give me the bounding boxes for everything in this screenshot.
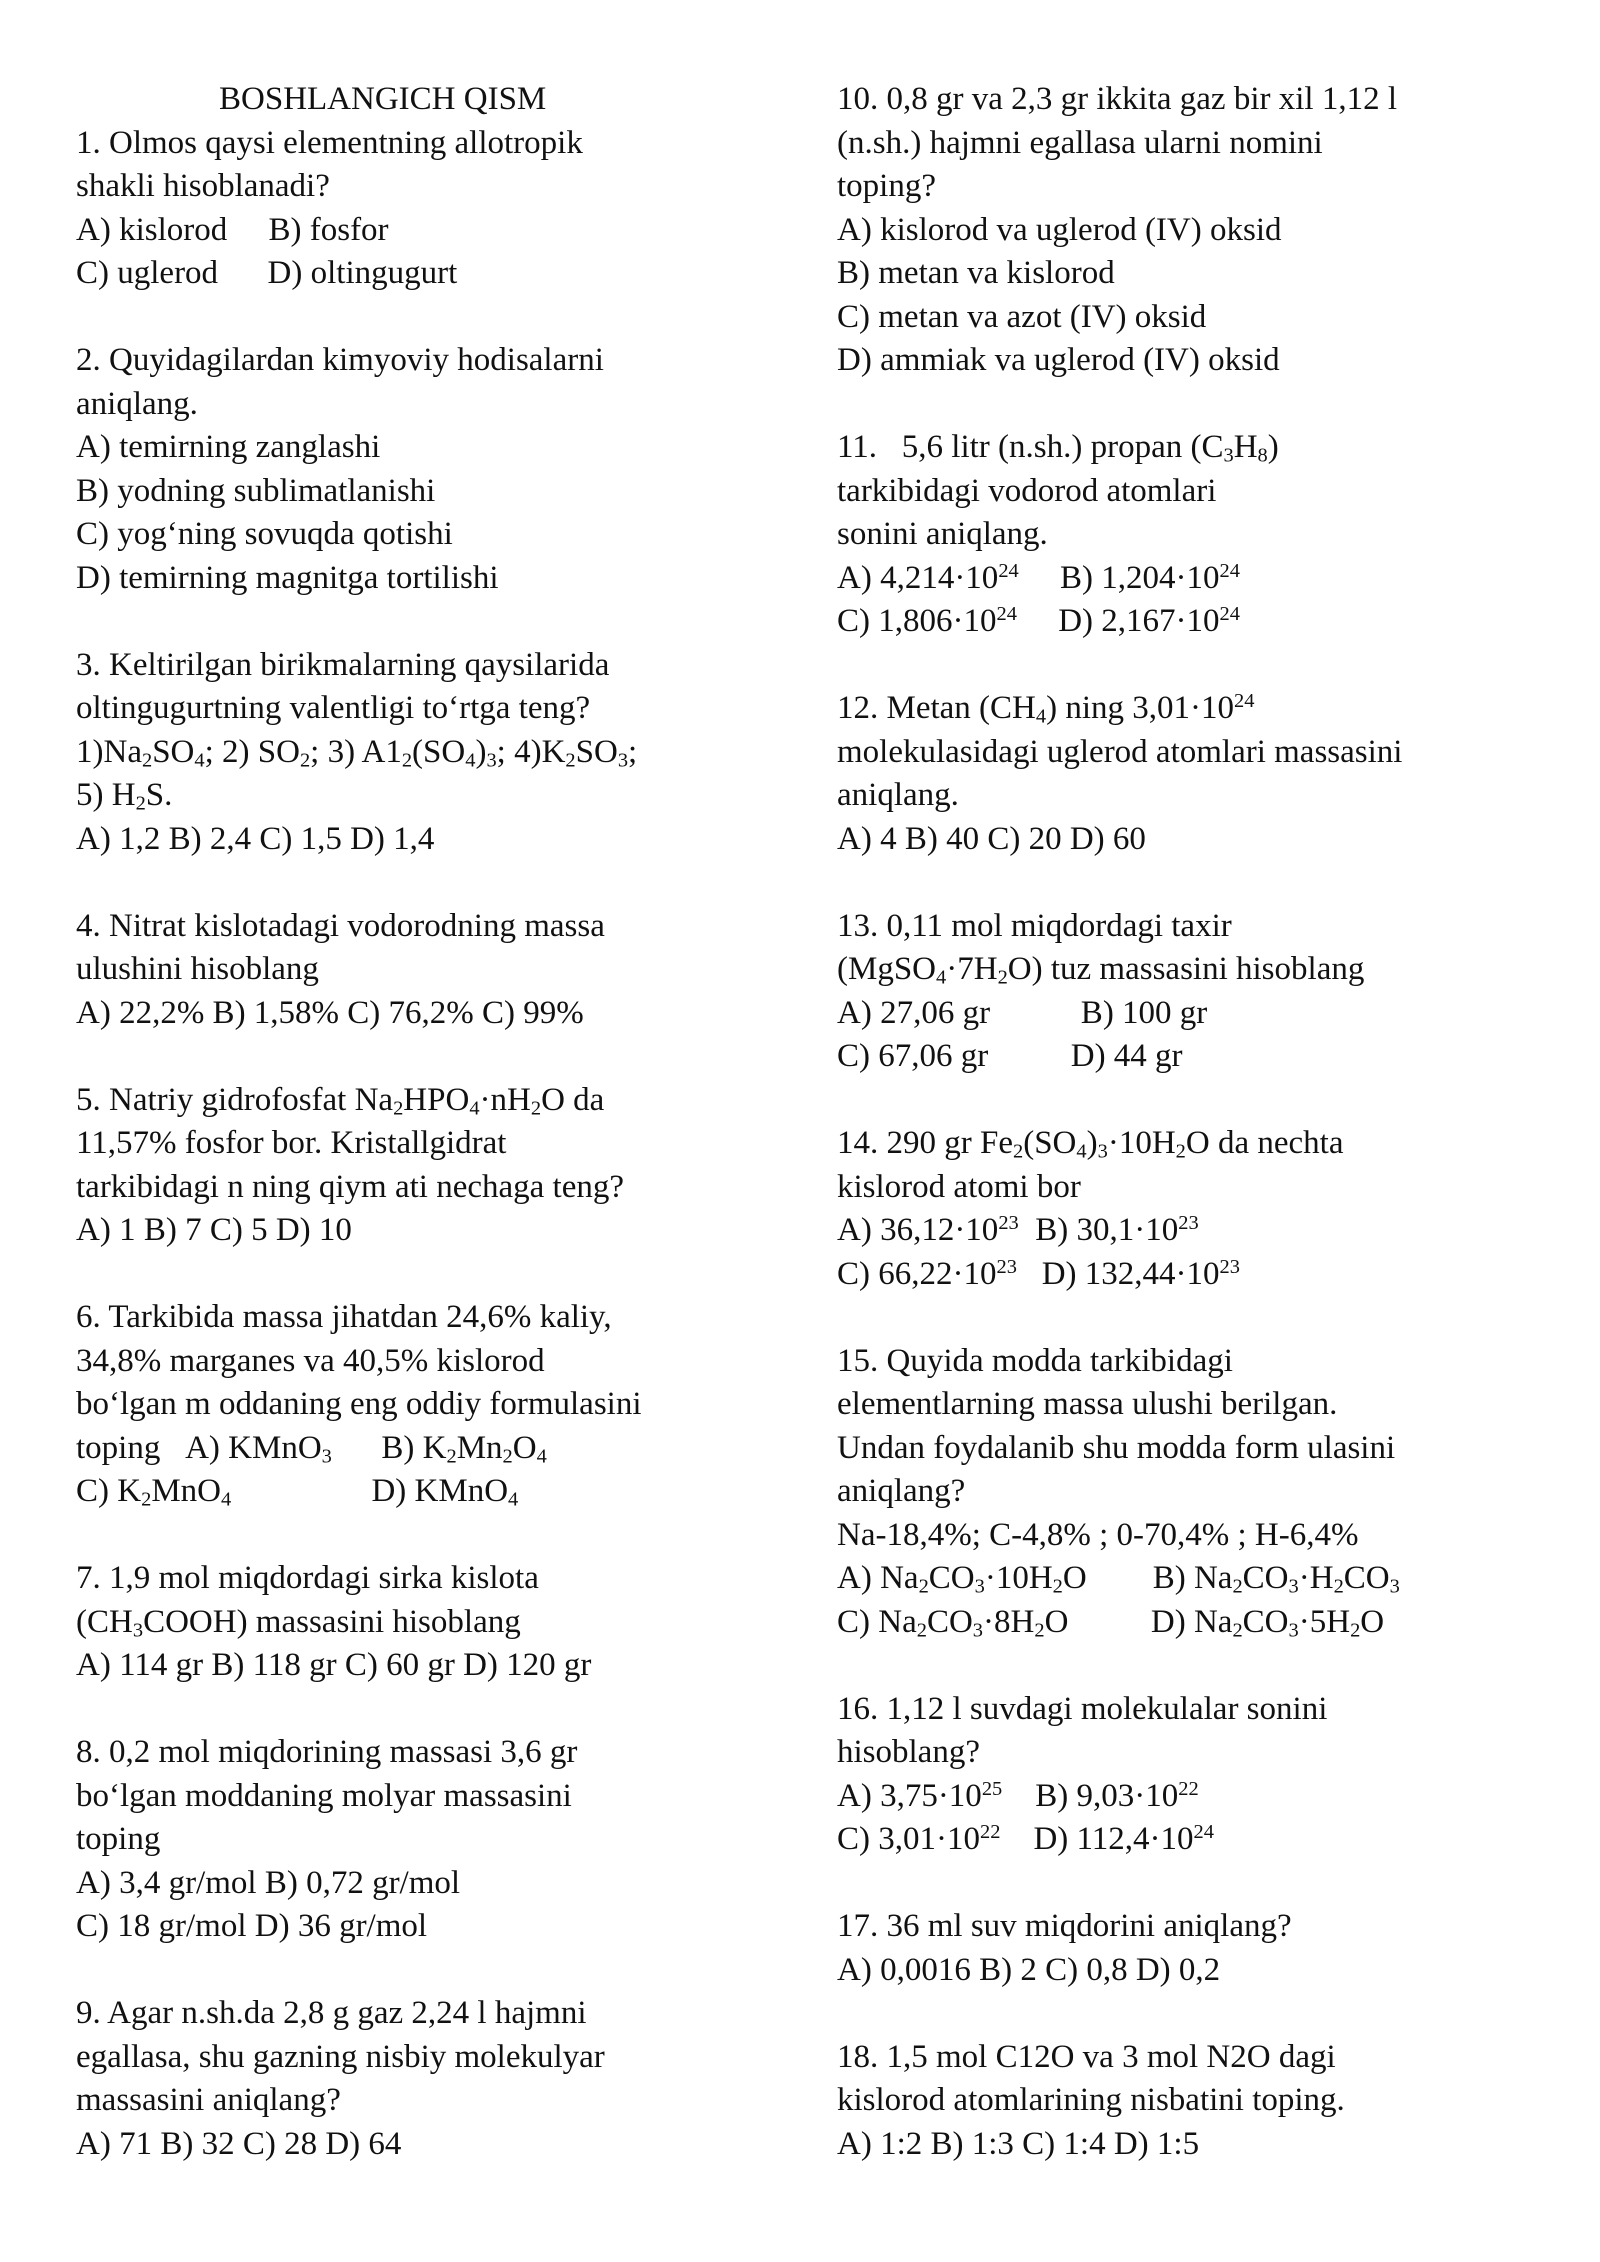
question-line: A) $3,75\cdot 10^{25}$ B) $9,03\cdot 10^{22}$ (837, 1777, 1199, 1814)
question-line: C) $3,01\cdot 10^{22}$ D) $112,4\cdot 10^{24}$ (837, 1820, 1214, 1857)
question-gap (837, 1079, 1537, 1123)
question-line: A) $Na_2CO_3\cdot 10H_2O$ B) $Na_2CO_3\cdot H_2CO_3$ (837, 1560, 1400, 1598)
question-gap (837, 383, 1537, 427)
question-gap (837, 644, 1537, 688)
question-line: A) $36,12\cdot 10^{23}$ B) $30,1\cdot 10^{23}$ (837, 1211, 1199, 1248)
question-gap (837, 1296, 1537, 1340)
question-text: 18. 1,5 mol C12O va 3 mol N2O dagi (837, 2038, 1336, 2075)
question-line: C) yog‘ning sovuqda qotishi (76, 516, 453, 552)
question-block (837, 1905, 1537, 1992)
question-line: $(CH_3COOH)$ massasini hisoblang (76, 1603, 521, 1641)
question-text: 16. 1,12 l suvdagi molekulalar sonini (837, 1690, 1328, 1727)
question-line: toping (76, 1821, 161, 1857)
question-gap (76, 1253, 776, 1297)
question-gap (76, 296, 776, 340)
question-block (76, 339, 776, 600)
question-line: C) uglerod D) oltingugurt (76, 255, 458, 291)
question-line: C) 67,06 gr D) 44 gr (837, 1038, 1183, 1074)
question-text: 11. 5,6 litr (n.sh.) propan $(C_3H_8)$ (837, 429, 1279, 467)
question-gap (837, 1992, 1537, 2036)
question-text: 2. Quyidagilardan kimyoviy hodisalarni (76, 342, 604, 378)
question-gap (76, 1949, 776, 1993)
question-line: toping A) KMnO$_3$ B) $K_2Mn_2O_4$ (76, 1429, 547, 1467)
question-text: 5. Natriy gidrofosfat $Na_2HPO_4\cdot nH_2O$ da (76, 1081, 605, 1119)
question-block (76, 1731, 776, 1949)
question-block (76, 905, 776, 1036)
question-block (837, 1340, 1537, 1645)
question-block (837, 426, 1537, 644)
question-gap (76, 1688, 776, 1732)
question-line: C) metan va azot (IV) oksid (837, 298, 1207, 335)
question-line: 11,57% fosfor bor. Kristallgidrat (76, 1125, 507, 1161)
question-line: kislorod atomlarining nisbatini toping. (837, 2082, 1345, 2118)
question-line: A) kislorod B) fosfor (76, 211, 389, 248)
question-text: 8. 0,2 mol miqdorining massasi 3,6 gr (76, 1734, 578, 1770)
question-text: 4. Nitrat kislotadagi vodorodning massa (76, 907, 605, 944)
right-column (837, 78, 1537, 2166)
question-line: sonini aniqlang. (837, 516, 1048, 552)
question-line: massasini aniqlang? (76, 2082, 341, 2118)
question-text: 15. Quyida modda tarkibidagi (837, 1342, 1233, 1379)
question-text: 12. Metan $(CH_4)$ ning $3,01\cdot 10^{24}$ (837, 689, 1255, 728)
question-line: shakli hisoblanadi? (76, 168, 330, 204)
question-line: A) 4 B) 40 C) 20 D) 60 (837, 820, 1146, 857)
question-block (837, 687, 1537, 861)
question-line: egallasa, shu gazning nisbiy molekulyar (76, 2038, 605, 2075)
question-line: A) 71 B) 32 C) 28 D) 64 (76, 2125, 402, 2162)
question-block (76, 1992, 776, 2166)
question-line: A) temirning zanglashi (76, 429, 381, 465)
question-line: A) 1 B) 7 C) 5 D) 10 (76, 1212, 352, 1248)
question-text: 6. Tarkibida massa jihatdan 24,6% kaliy, (76, 1299, 612, 1335)
question-text: 3. Keltirilgan birikmalarning qaysilarida (76, 646, 610, 683)
question-line: tarkibidagi n ning qiym ati nechaga teng? (76, 1168, 624, 1205)
question-text: 9. Agar n.sh.da 2,8 g gaz 2,24 l hajmni (76, 1995, 587, 2031)
question-line: A) 3,4 gr/mol B) 0,72 gr/mol (76, 1864, 461, 1901)
question-line: aniqlang? (837, 1473, 966, 1509)
question-block (837, 2036, 1537, 2167)
question-text: 1. Olmos qaysi elementning allotropik (76, 124, 583, 161)
question-line: ulushini hisoblang (76, 951, 319, 987)
page-heading: BOSHLANGICH QISM (219, 81, 547, 117)
question-line: Na-18,4%; C-4,8% ; 0-70,4% ; H-6,4% (837, 1516, 1359, 1553)
question-line: A) 1:2 B) 1:3 C) 1:4 D) 1:5 (837, 2125, 1200, 2162)
question-line: aniqlang. (837, 777, 959, 813)
question-line: oltingugurtning valentligi to‘rtga teng? (76, 690, 591, 726)
question-line: C) 18 gr/mol D) 36 gr/mol (76, 1908, 428, 1944)
question-line: kislorod atomi bor (837, 1168, 1081, 1205)
question-line: (n.sh.) hajmni egallasa ularni nomini (837, 124, 1323, 161)
question-line: molekulasidagi uglerod atomlari massasini (837, 733, 1403, 770)
question-block (837, 78, 1537, 383)
question-block (76, 644, 776, 862)
question-gap (837, 1862, 1537, 1906)
question-line: toping? (837, 168, 936, 204)
question-text: 17. 36 ml suv miqdorini aniqlang? (837, 1908, 1292, 1944)
left-column (76, 78, 776, 2166)
question-block (837, 1122, 1537, 1296)
question-line: C) $K_2MnO_4$ D) KMnO$_4$ (76, 1473, 519, 1511)
question-gap (837, 1644, 1537, 1688)
question-line: D) ammiak va uglerod (IV) oksid (837, 342, 1280, 378)
question-line: hisoblang? (837, 1734, 980, 1770)
question-line: A) 1,2 B) 2,4 C) 1,5 D) 1,4 (76, 820, 435, 857)
question-block (837, 1688, 1537, 1862)
question-line: 5) $H_2S$. (76, 777, 173, 815)
question-line: B) yodning sublimatlanishi (76, 472, 436, 509)
question-line: A) 0,0016 B) 2 C) 0,8 D) 0,2 (837, 1951, 1221, 1988)
question-line: $(MgSO_4\cdot 7H_2O)$ tuz massasini hisoblang (837, 951, 1365, 989)
question-line: B) metan va kislorod (837, 255, 1115, 291)
question-line: tarkibidagi vodorod atomlari (837, 472, 1217, 509)
question-text: 14. 290 gr $Fe_2(SO_4)_3\cdot 10H_2O$ da nechta (837, 1125, 1344, 1163)
question-line: A) 114 gr B) 118 gr C) 60 gr D) 120 gr (76, 1647, 592, 1683)
question-gap (76, 861, 776, 905)
question-block (837, 905, 1537, 1079)
question-line: bo‘lgan moddaning molyar massasini (76, 1777, 572, 1814)
question-block (76, 122, 776, 296)
question-text: 13. 0,11 mol miqdordagi taxir (837, 907, 1232, 944)
question-text: 7. 1,9 mol miqdordagi sirka kislota (76, 1560, 539, 1596)
question-line: A) 22,2% B) 1,58% C) 76,2% C) 99% (76, 994, 584, 1031)
question-line: C) $1,806\cdot 10^{24}$ D) $2,167\cdot 10^{24}$ (837, 602, 1240, 639)
question-gap (837, 861, 1537, 905)
question-gap (76, 1035, 776, 1079)
question-line: A) $4,214\cdot 10^{24}$ B) $1,204\cdot 10^{24}$ (837, 559, 1240, 596)
question-line: C) $66,22\cdot 10^{23}$ D) $132,44\cdot 10^{23}$ (837, 1255, 1240, 1292)
question-line: A) kislorod va uglerod (IV) oksid (837, 211, 1282, 248)
question-block (76, 1079, 776, 1253)
question-line: aniqlang. (76, 385, 198, 422)
question-line: C) $Na_2CO_3\cdot 8H_2O$ D) $Na_2CO_3\cdot 5H_2O$ (837, 1603, 1385, 1641)
question-line: bo‘lgan m oddaning eng oddiy formulasini (76, 1386, 642, 1422)
question-line: 34,8% marganes va 40,5% kislorod (76, 1342, 545, 1379)
question-line: A) 27,06 gr B) 100 gr (837, 994, 1208, 1031)
question-block (76, 1296, 776, 1514)
question-line: $1)Na_2SO_4$; 2) $SO_2$; 3) $A1_2(SO_4)_3$; $4)K_2SO_3$; (76, 733, 638, 771)
question-line: Undan foydalanib shu modda form ulasini (837, 1429, 1396, 1466)
question-gap (76, 1514, 776, 1558)
question-gap (76, 600, 776, 644)
question-block (76, 1557, 776, 1688)
question-line: D) temirning magnitga tortilishi (76, 559, 499, 596)
question-text: 10. 0,8 gr va 2,3 gr ikkita gaz bir xil 1,12 l (837, 81, 1397, 117)
question-line: elementlarning massa ulushi berilgan. (837, 1386, 1338, 1422)
